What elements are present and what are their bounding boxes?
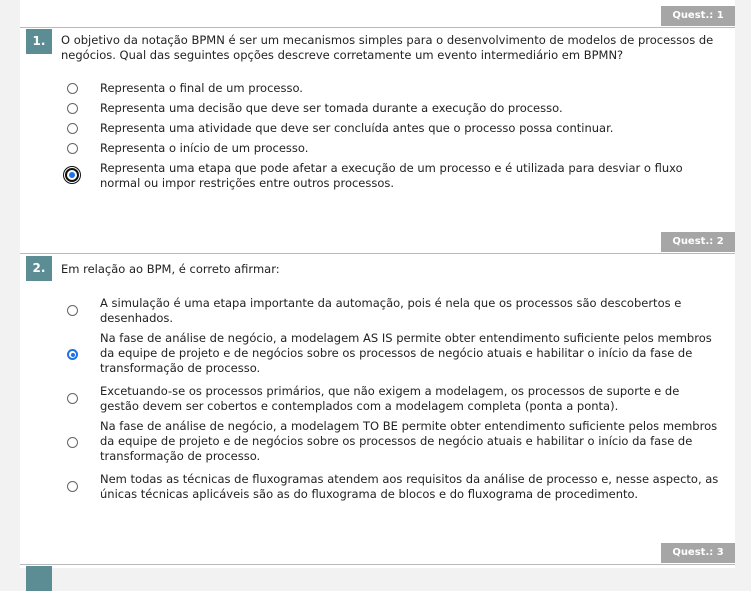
radio-2-b[interactable] (67, 349, 78, 360)
radio-1-a[interactable] (67, 83, 78, 94)
option-label-1-b: Representa uma decisão que deve ser tomada durante a execução do processo. (100, 101, 563, 115)
question-badge-3: Quest.: 3 (661, 543, 735, 563)
question-number-1: 1. (26, 29, 52, 54)
radio-1-c[interactable] (67, 123, 78, 134)
question-badge-2: Quest.: 2 (661, 232, 735, 252)
radio-1-e[interactable] (65, 168, 79, 182)
question-divider-2 (20, 253, 735, 254)
question-badge-1: Quest.: 1 (661, 6, 735, 26)
option-label-1-d: Representa o início de um processo. (100, 141, 309, 155)
question-number-2: 2. (26, 256, 52, 281)
radio-1-d[interactable] (67, 143, 78, 154)
option-label-1-a: Representa o final de um processo. (100, 81, 303, 95)
option-label-2-d: Na fase de análise de negócio, a modelagem TO BE permite obter entendimento suficiente pelos membros da equipe de projeto e de negócios sobre os processos de negócio atuais e habilitar o início da fase de transformação de processo. (100, 419, 718, 463)
radio-2-d[interactable] (67, 437, 78, 448)
exam-page (20, 0, 735, 568)
question-divider-3 (20, 564, 735, 565)
question-text-2: Em relação ao BPM, é correto afirmar: (61, 262, 280, 276)
option-label-1-e: Representa uma etapa que pode afetar a execução de um processo e é utilizada para desviar o fluxo normal ou impor restrições entre outros processos. (100, 161, 683, 190)
option-label-2-b: Na fase de análise de negócio, a modelagem AS IS permite obter entendimento suficiente pelos membros da equipe de projeto e de negócios sobre os processos de negócio atuais e habilitar o início da fase de transformação de processo. (100, 331, 712, 375)
radio-2-c[interactable] (67, 393, 78, 404)
radio-2-e[interactable] (67, 481, 78, 492)
option-label-2-a: A simulação é uma etapa importante da automação, pois é nela que os processos são descobertos e desenhados. (100, 296, 682, 325)
radio-2-a[interactable] (67, 305, 78, 316)
question-number-3 (26, 566, 52, 591)
question-text-1: O objetivo da notação BPMN é ser um mecanismos simples para o desenvolvimento de modelos de processos de negócios. Qual das seguintes opções descreve corretamente um evento intermediário em BPMN? (61, 33, 714, 62)
option-label-1-c: Representa uma atividade que deve ser concluída antes que o processo possa continuar. (100, 121, 614, 135)
radio-1-b[interactable] (67, 103, 78, 114)
question-divider-1 (20, 27, 735, 28)
option-label-2-e: Nem todas as técnicas de fluxogramas atendem aos requisitos da análise de processo e, nesse aspecto, as únicas técnicas aplicáveis são as do fluxograma de blocos e do fluxograma de procedimento. (100, 472, 719, 501)
option-label-2-c: Excetuando-se os processos primários, que não exigem a modelagem, os processos de suporte e de gestão devem ser cobertos e contemplados com a modelagem completa (ponta a ponta). (100, 384, 680, 413)
